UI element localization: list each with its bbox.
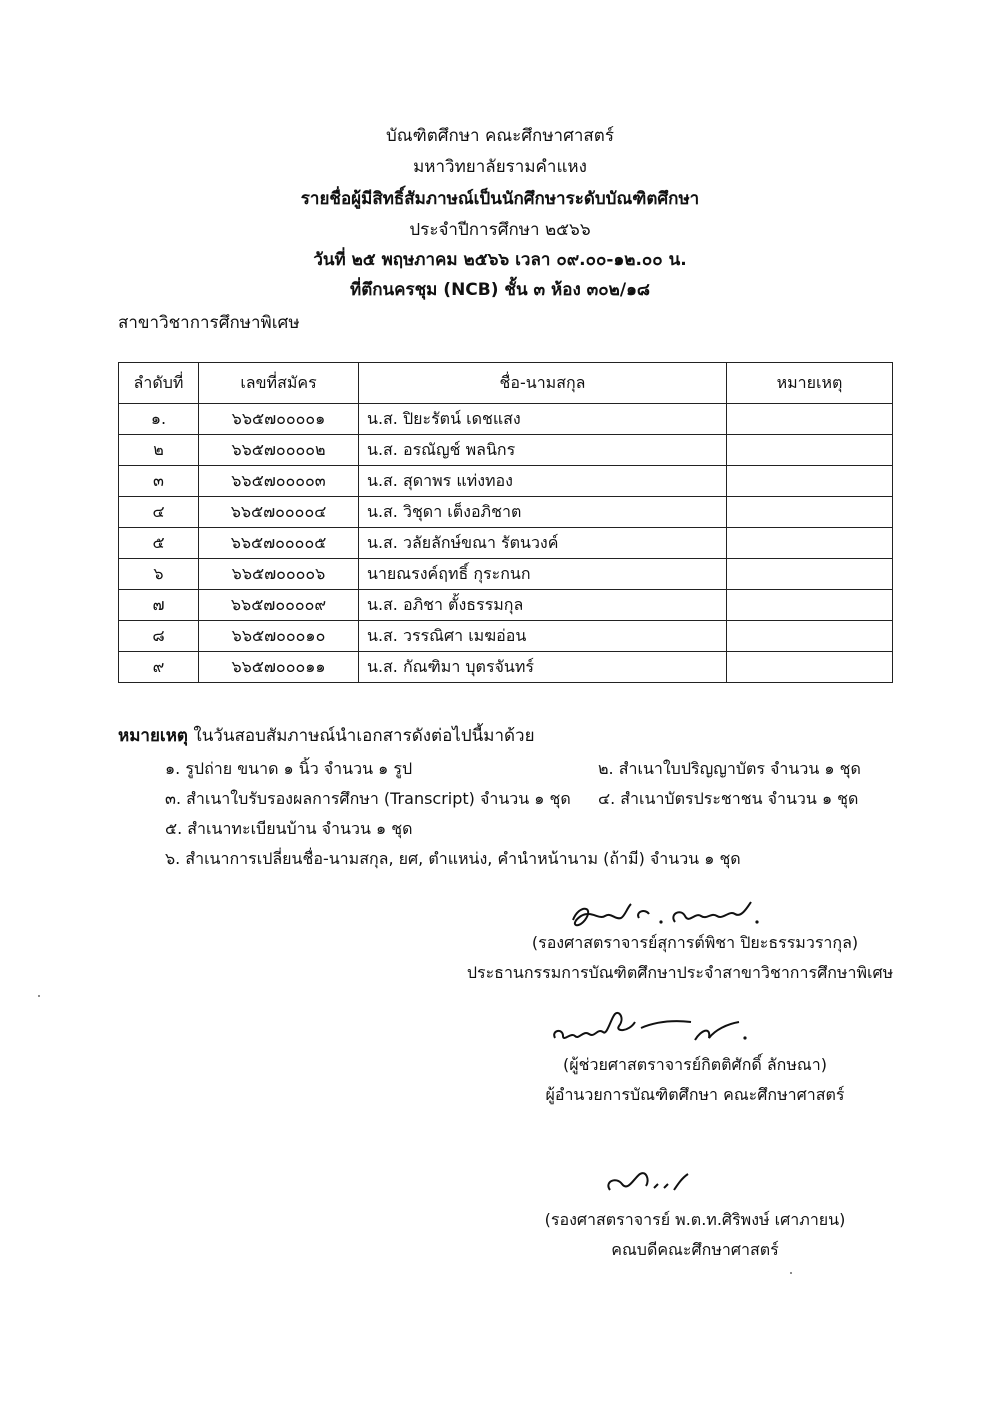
cell-no: ๖	[119, 559, 199, 590]
note-item-4: ๔. สำเนาบัตรประชาชน จำนวน ๑ ชุด	[598, 789, 859, 808]
col-header-remark: หมายเหตุ	[727, 363, 893, 404]
cell-name: น.ส. กัณฑิมา บุตรจันทร์	[359, 652, 727, 683]
cell-no: ๗	[119, 590, 199, 621]
cell-app-no: ๖๖๕๗๐๐๐๑๐	[199, 621, 359, 652]
cell-remark	[727, 435, 893, 466]
cell-name: น.ส. วิชุดา เต็งอภิชาต	[359, 497, 727, 528]
cell-remark	[727, 497, 893, 528]
table-row	[119, 528, 893, 559]
cell-remark	[727, 404, 893, 435]
header-line-2: มหาวิทยาลัยรามคำแหง	[413, 157, 587, 177]
cell-name: น.ส. วรรณิศา เมฆอ่อน	[359, 621, 727, 652]
cell-name: น.ส. ปิยะรัตน์ เดชแสง	[359, 404, 727, 435]
cell-name: น.ส. วลัยลักษ์ขณา รัตนวงค์	[359, 528, 727, 559]
major-label: สาขาวิชาการศึกษาพิเศษ	[118, 313, 300, 333]
cell-name: นายณรงค์ฤทธิ์ กุระกนก	[359, 559, 727, 590]
header-line-6: ที่ตึกนครชุม (NCB) ชั้น ๓ ห้อง ๓๐๒/๑๘	[349, 280, 650, 300]
cell-app-no: ๖๖๕๗๐๐๐๐๖	[199, 559, 359, 590]
notes-title-bold: หมายเหตุ	[118, 726, 188, 746]
cell-remark	[727, 652, 893, 683]
cell-remark	[727, 559, 893, 590]
applicant-table	[118, 362, 893, 683]
table-row	[119, 621, 893, 652]
cell-app-no: ๖๖๕๗๐๐๐๐๑	[199, 404, 359, 435]
note-item-6: ๖. สำเนาการเปลี่ยนชื่อ-นามสกุล, ยศ, ตำแหน่ง, คำนำหน้านาม (ถ้ามี) จำนวน ๑ ชุด	[165, 849, 741, 868]
cell-name: น.ส. อรณัญช์ พลนิกร	[359, 435, 727, 466]
cell-app-no: ๖๖๕๗๐๐๐๐๔	[199, 497, 359, 528]
signature-1-name: (รองศาสตราจารย์สุการต์พิชา ปิยะธรรมวรากุล)	[531, 933, 859, 952]
table-row	[119, 404, 893, 435]
cell-name: น.ส. สุดาพร แท่งทอง	[359, 466, 727, 497]
table-row	[119, 435, 893, 466]
signature-2	[380, 1050, 980, 1110]
signature-2-title: ผู้อำนวยการบัณฑิตศึกษา คณะศึกษาศาสตร์	[545, 1085, 845, 1104]
signature-2-image	[545, 1008, 765, 1052]
cell-no: ๘	[119, 621, 199, 652]
table-row	[119, 559, 893, 590]
table-row	[119, 652, 893, 683]
col-header-app-no: เลขที่สมัคร	[199, 363, 359, 404]
cell-app-no: ๖๖๕๗๐๐๐๐๓	[199, 466, 359, 497]
note-item-2: ๒. สำเนาใบปริญญาบัตร จำนวน ๑ ชุด	[598, 759, 861, 778]
signature-1	[380, 928, 980, 988]
header-line-5: วันที่ ๒๕ พฤษภาคม ๒๕๖๖ เวลา ๐๙.๐๐-๑๒.๐๐ น.	[313, 250, 687, 270]
cell-remark	[727, 590, 893, 621]
col-header-name: ชื่อ-นามสกุล	[359, 363, 727, 404]
cell-app-no: ๖๖๕๗๐๐๐๐๕	[199, 528, 359, 559]
cell-no: ๑.	[119, 404, 199, 435]
scan-speck	[790, 1272, 792, 1274]
notes-title	[118, 722, 535, 749]
signature-3-image	[600, 1160, 700, 1204]
cell-no: ๔	[119, 497, 199, 528]
header-line-4: ประจำปีการศึกษา ๒๕๖๖	[409, 220, 591, 240]
cell-no: ๕	[119, 528, 199, 559]
header-line-1: บัณฑิตศึกษา คณะศึกษาศาสตร์	[386, 126, 614, 146]
cell-no: ๓	[119, 466, 199, 497]
cell-remark	[727, 528, 893, 559]
signature-3-name: (รองศาสตราจารย์ พ.ต.ท.ศิริพงษ์ เศาภายน)	[544, 1210, 846, 1229]
signature-1-title: ประธานกรรมการบัณฑิตศึกษาประจำสาขาวิชาการศึกษาพิเศษ	[466, 963, 894, 982]
cell-no: ๒	[119, 435, 199, 466]
cell-remark	[727, 621, 893, 652]
cell-remark	[727, 466, 893, 497]
note-item-3: ๓. สำเนาใบรับรองผลการศึกษา (Transcript) จำนวน ๑ ชุด	[165, 789, 571, 808]
note-item-1: ๑. รูปถ่าย ขนาด ๑ นิ้ว จำนวน ๑ รูป	[165, 759, 413, 778]
signature-3	[380, 1205, 980, 1265]
table-row	[119, 466, 893, 497]
note-item-5: ๕. สำเนาทะเบียนบ้าน จำนวน ๑ ชุด	[165, 819, 413, 838]
cell-app-no: ๖๖๕๗๐๐๐๑๑	[199, 652, 359, 683]
table-row	[119, 497, 893, 528]
header-line-3: รายชื่อผู้มีสิทธิ์สัมภาษณ์เป็นนักศึกษาระดับบัณฑิตศึกษา	[300, 189, 700, 209]
cell-no: ๙	[119, 652, 199, 683]
table-header-row	[119, 363, 893, 404]
cell-app-no: ๖๖๕๗๐๐๐๐๒	[199, 435, 359, 466]
table-row	[119, 590, 893, 621]
signature-3-title: คณบดีคณะศึกษาศาสตร์	[611, 1240, 779, 1259]
cell-name: น.ส. อภิชา ตั้งธรรมกุล	[359, 590, 727, 621]
notes-title-text: ในวันสอบสัมภาษณ์นำเอกสารดังต่อไปนี้มาด้วย	[187, 726, 535, 746]
col-header-no: ลำดับที่	[119, 363, 199, 404]
scan-speck	[38, 995, 40, 997]
cell-app-no: ๖๖๕๗๐๐๐๐๙	[199, 590, 359, 621]
signature-2-name: (ผู้ช่วยศาสตราจารย์กิตติศักดิ์ ลักษณา)	[563, 1055, 827, 1074]
